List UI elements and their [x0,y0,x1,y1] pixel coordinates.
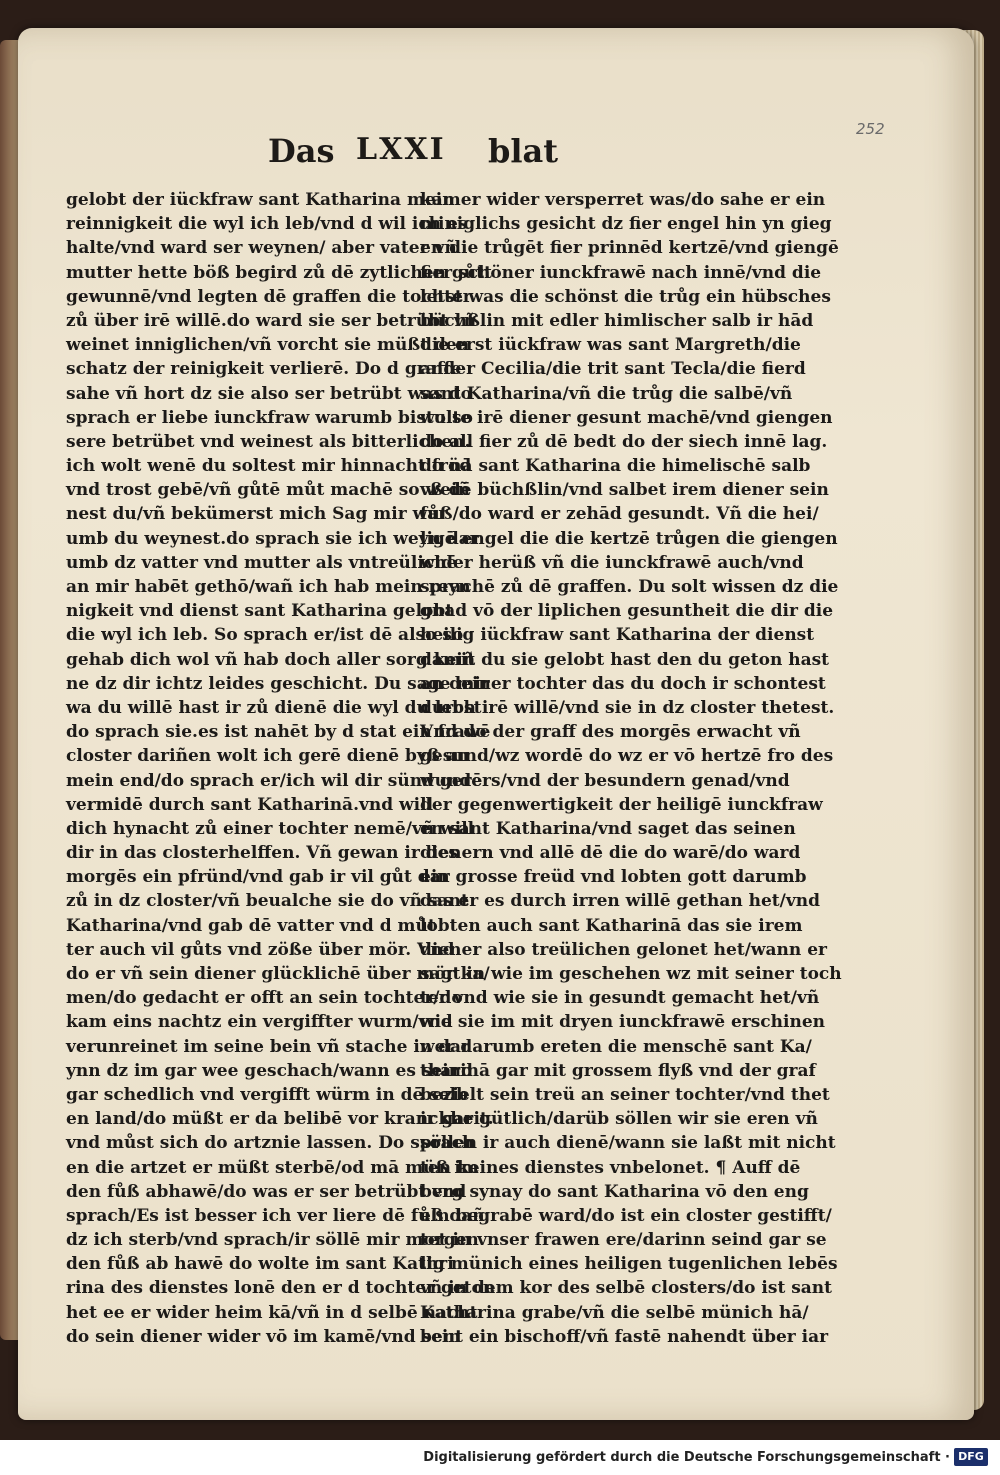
page-header [268,128,588,178]
text-line: söllen ir auch dienē/wann sie laßt mit nicht [420,1133,836,1154]
text-line: an mir habēt gethō/wañ ich hab mein reyn [66,577,471,597]
text-line: fůß/do ward er zehād gesundt. Vñ die hei/ [420,504,819,525]
digitization-footer [0,1440,1000,1475]
text-line: rina des dienstes lonē den er d tochter geton [66,1278,496,1299]
text-line: vnd trost gebē/vñ gůtē můt machē so weiñ [66,480,470,501]
text-line: umb dz vatter vnd mutter als vntreülichē [66,552,458,573]
text-line: tet in vnser frawen ere/darinn seind gar se [420,1230,827,1251]
text-line: lig münich eines heiligen tugenlichen lebēs [420,1254,838,1275]
dfg-logo: DFG [954,1448,988,1466]
text-line: Vnd do der graff des morgēs erwacht vñ [420,722,801,743]
text-line: berg synay do sant Katharina vō den eng [420,1181,809,1202]
text-line: kamer wider versperret was/do sahe er ein [420,190,826,210]
text-line: morgēs ein pfründ/vnd gab ir vil gůt dar [66,867,450,888]
text-line: vñ in dem kor des selbē closters/do ist sant [420,1278,833,1299]
text-line: umb du weynest.do sprach sie ich weyn dar [66,528,479,549]
text-line: ter vnd wie sie in gesundt gemacht het/vñ [420,988,820,1009]
text-line: kam eins nachtz ein vergiffter wurm/vnd [66,1012,453,1033]
text-line: gnad vō der liplichen gesuntheit die dir die [420,601,834,622]
text-line: wie sie im mit dryen iunckfrawē erschinen [420,1012,825,1033]
text-line: sprach er liebe iunckfraw warumb bistu so [66,407,473,428]
text-line: closter dariñen wolt ich gerē dienē byß an [66,746,469,767]
text-line: dienern vnd allē dē die do warē/do ward [420,843,801,864]
text-line: wunders/vnd der besundern genad/vnd [420,770,790,791]
text-line: miniglichs gesicht dz fier engel hin yn gieg [420,214,832,235]
text-line: vermidē durch sant Katharinā.vnd will [66,794,434,815]
text-line: sagt in wie im geschehen wz mit seiner toch [420,964,842,984]
text-line: wolte irē diener gesunt machē/vnd giengen [420,407,833,428]
folio-number-handwritten: 252 [856,120,885,138]
text-line: men/do gedacht er offt an sein tochter/do [66,988,463,1009]
text-line: ligē engel die die kertzē trůgen die giengen [420,528,838,549]
text-line: halte/vnd ward ser weynen/ aber vater vñ [66,238,457,259]
text-line: der gegenwertigkeit der heiligē iunckfraw [420,794,823,815]
text-line: gelobt der iückfraw sant Katharina mein [66,190,455,210]
text-line: do all fier zů dē bedt do der siech innē lag. [420,431,828,452]
text-line: die erst iückfraw was sant Margreth/die [420,335,801,356]
text-line: durch irē willē/vnd sie in dz closter thetest. [420,697,835,718]
text-line: dich hynacht zů einer tochter nemē/vñ will [66,818,475,839]
text-line: das er es durch irren willē gethan het/vnd [420,891,820,912]
text-line: sere betrübet vnd weinest als bitterlichen. [66,431,471,452]
text-line: die wyl ich leb. So sprach er/ist dē also so [66,625,464,646]
text-line: gar schedlich vnd vergifft würm in dē selb [66,1084,469,1105]
text-line: ynn dz im gar wee geschach/wann es seind [66,1060,473,1081]
text-line: sprachē zů dē graffen. Du solt wissen dz die [420,577,839,597]
text-line: lobten auch sant Katharinā das sie irem [420,915,803,936]
text-line: dz ich sterb/vnd sprach/ir söllē mir morgen [66,1230,479,1251]
text-line: sahe vñ hort dz sie also ser betrübt was do [66,383,472,404]
text-line: en die artzet er müßt sterbē/od mā müß im [66,1157,479,1178]
text-line: weinet inniglichen/vñ vorcht sie müßt den [66,335,470,356]
text-line: büchßlin mit edler himlischer salb ir hād [420,310,814,331]
text-line: do er vñ sein diener glücklichē über mör ka/ [66,964,490,984]
text-line: wider herüß vñ die iunckfrawē auch/vnd [420,552,804,573]
text-line: an deiner tochter das du doch ir schontest [420,673,826,694]
text-line: reinnigkeit die wyl ich leb/vnd d wil ich es [66,214,468,235]
text-line: en land/do müßt er da belibē vor kranckheit. [66,1109,494,1130]
text-line: do sprach sie.es ist nahēt by d stat ein frawē [66,722,491,743]
header-left-word: Das [268,132,335,170]
text-line: bezielt sein treü an seiner tochter/vnd thet [420,1084,830,1105]
footer-credit: Digitalisierung gefördert durch die Deutsche Forschungsgemeinschaft · [423,1450,950,1465]
text-line: het ee er wider heim kā/vñ in d selbē nacht [66,1302,478,1323]
text-line: wer darumb ereten die menschē sant Ka/ [420,1036,812,1057]
text-line: Katharina grabe/vñ die selbē münich hā/ [420,1302,809,1323]
text-line: den fůß abhawē/do was er ser betrübt vnd [66,1181,467,1202]
header-folio-roman: LXXI [356,132,446,167]
text-line: heilig iückfraw sant Katharina der dienst [420,625,815,646]
text-line: bent ein bischoff/vñ fastē nahendt über iar [420,1326,829,1347]
text-line: mein end/do sprach er/ich wil dir sünd gerē [66,770,483,791]
text-line: wa du willē hast ir zů dienē die wyl du lebst [66,697,482,718]
header-right-word: blat [488,132,559,170]
text-line: fier schöner iunckfrawē nach innē/vnd die [420,262,822,283]
text-line: gesund/wz wordē do wz er vō hertzē fro des [420,746,834,767]
text-line: diener also treülichen gelonet het/wann er [420,939,827,960]
left-text-column [66,188,496,1349]
text-line: mutter hette böß begird zů dē zytlichen gůtt [66,262,492,283]
text-line: ander Cecilia/die trit sant Tecla/die fierd [420,359,806,380]
text-line: ter auch vil gůts vnd zöße über mör. Vnd [66,939,455,960]
text-line: zů über irē willē.do ward sie ser betrübt vñ [66,310,477,331]
text-line: eln begrabē ward/do ist ein closter gestifft/ [420,1205,832,1226]
text-line: gehab dich wol vñ hab doch aller sorg keiñ [66,649,476,670]
text-line: gewunnē/vnd legten dē graffen die tochter [66,286,472,307]
text-line: ne dz dir ichtz leides geschicht. Du sage mir [66,673,490,694]
text-line: ten keines dienstes vnbelonet. ¶ Auff dē [420,1157,801,1178]
text-line: dir in das closterhelffen. Vñ gewan ir des [66,843,458,864]
text-line: sant Katharina/vñ die trůg die salbē/vñ [420,383,793,404]
text-line: verunreinet im seine bein vñ stache in dar [66,1036,470,1057]
text-line: nigkeit vnd dienst sant Katharina gelobt [66,601,454,622]
text-line: tharinā gar mit grossem flyß vnd der graf [420,1060,816,1081]
text-line: ein grosse freüd vnd lobten gott darumb [420,867,807,888]
text-line: letst was die schönst die trůg ein hübsches [420,286,831,307]
text-line: den fůß ab hawē do wolte im sant Kathri [66,1254,454,1275]
text-line: ir gar gütlich/darüb söllen wir sie eren vñ [420,1109,818,1130]
text-line: nest du/vñ bekümerst mich Sag mir war [66,504,448,525]
text-line: en die trůgēt fier prinnēd kertzē/vnd giengē [420,238,839,259]
text-line: damit du sie gelobt hast den du geton hast [420,649,830,670]
text-line: ich wolt wenē du soltest mir hinnacht fröd [66,456,472,477]
text-line: Katharina/vnd gab dē vatter vnd d můt [66,915,436,936]
text-line: schatz der reinigkeit verlierē. Do d graffe [66,359,462,380]
text-line: do nā sant Katharina die himelischē salb [420,456,811,477]
text-line: do sein diener wider vō im kamē/vnd sein [66,1326,461,1347]
text-line: vnd můst sich do artznie lassen. Do sprach [66,1133,475,1154]
text-line: vß dē büchßlin/vnd salbet irem diener sein [420,480,829,501]
text-line: zů in dz closter/vñ beualche sie do vñ sant [66,891,469,912]
text-line: en sant Katharina/vnd saget das seinen [420,818,796,839]
text-line: sprach/Es ist besser ich ver liere dē fůß dañ [66,1205,485,1226]
right-text-column [420,188,842,1349]
